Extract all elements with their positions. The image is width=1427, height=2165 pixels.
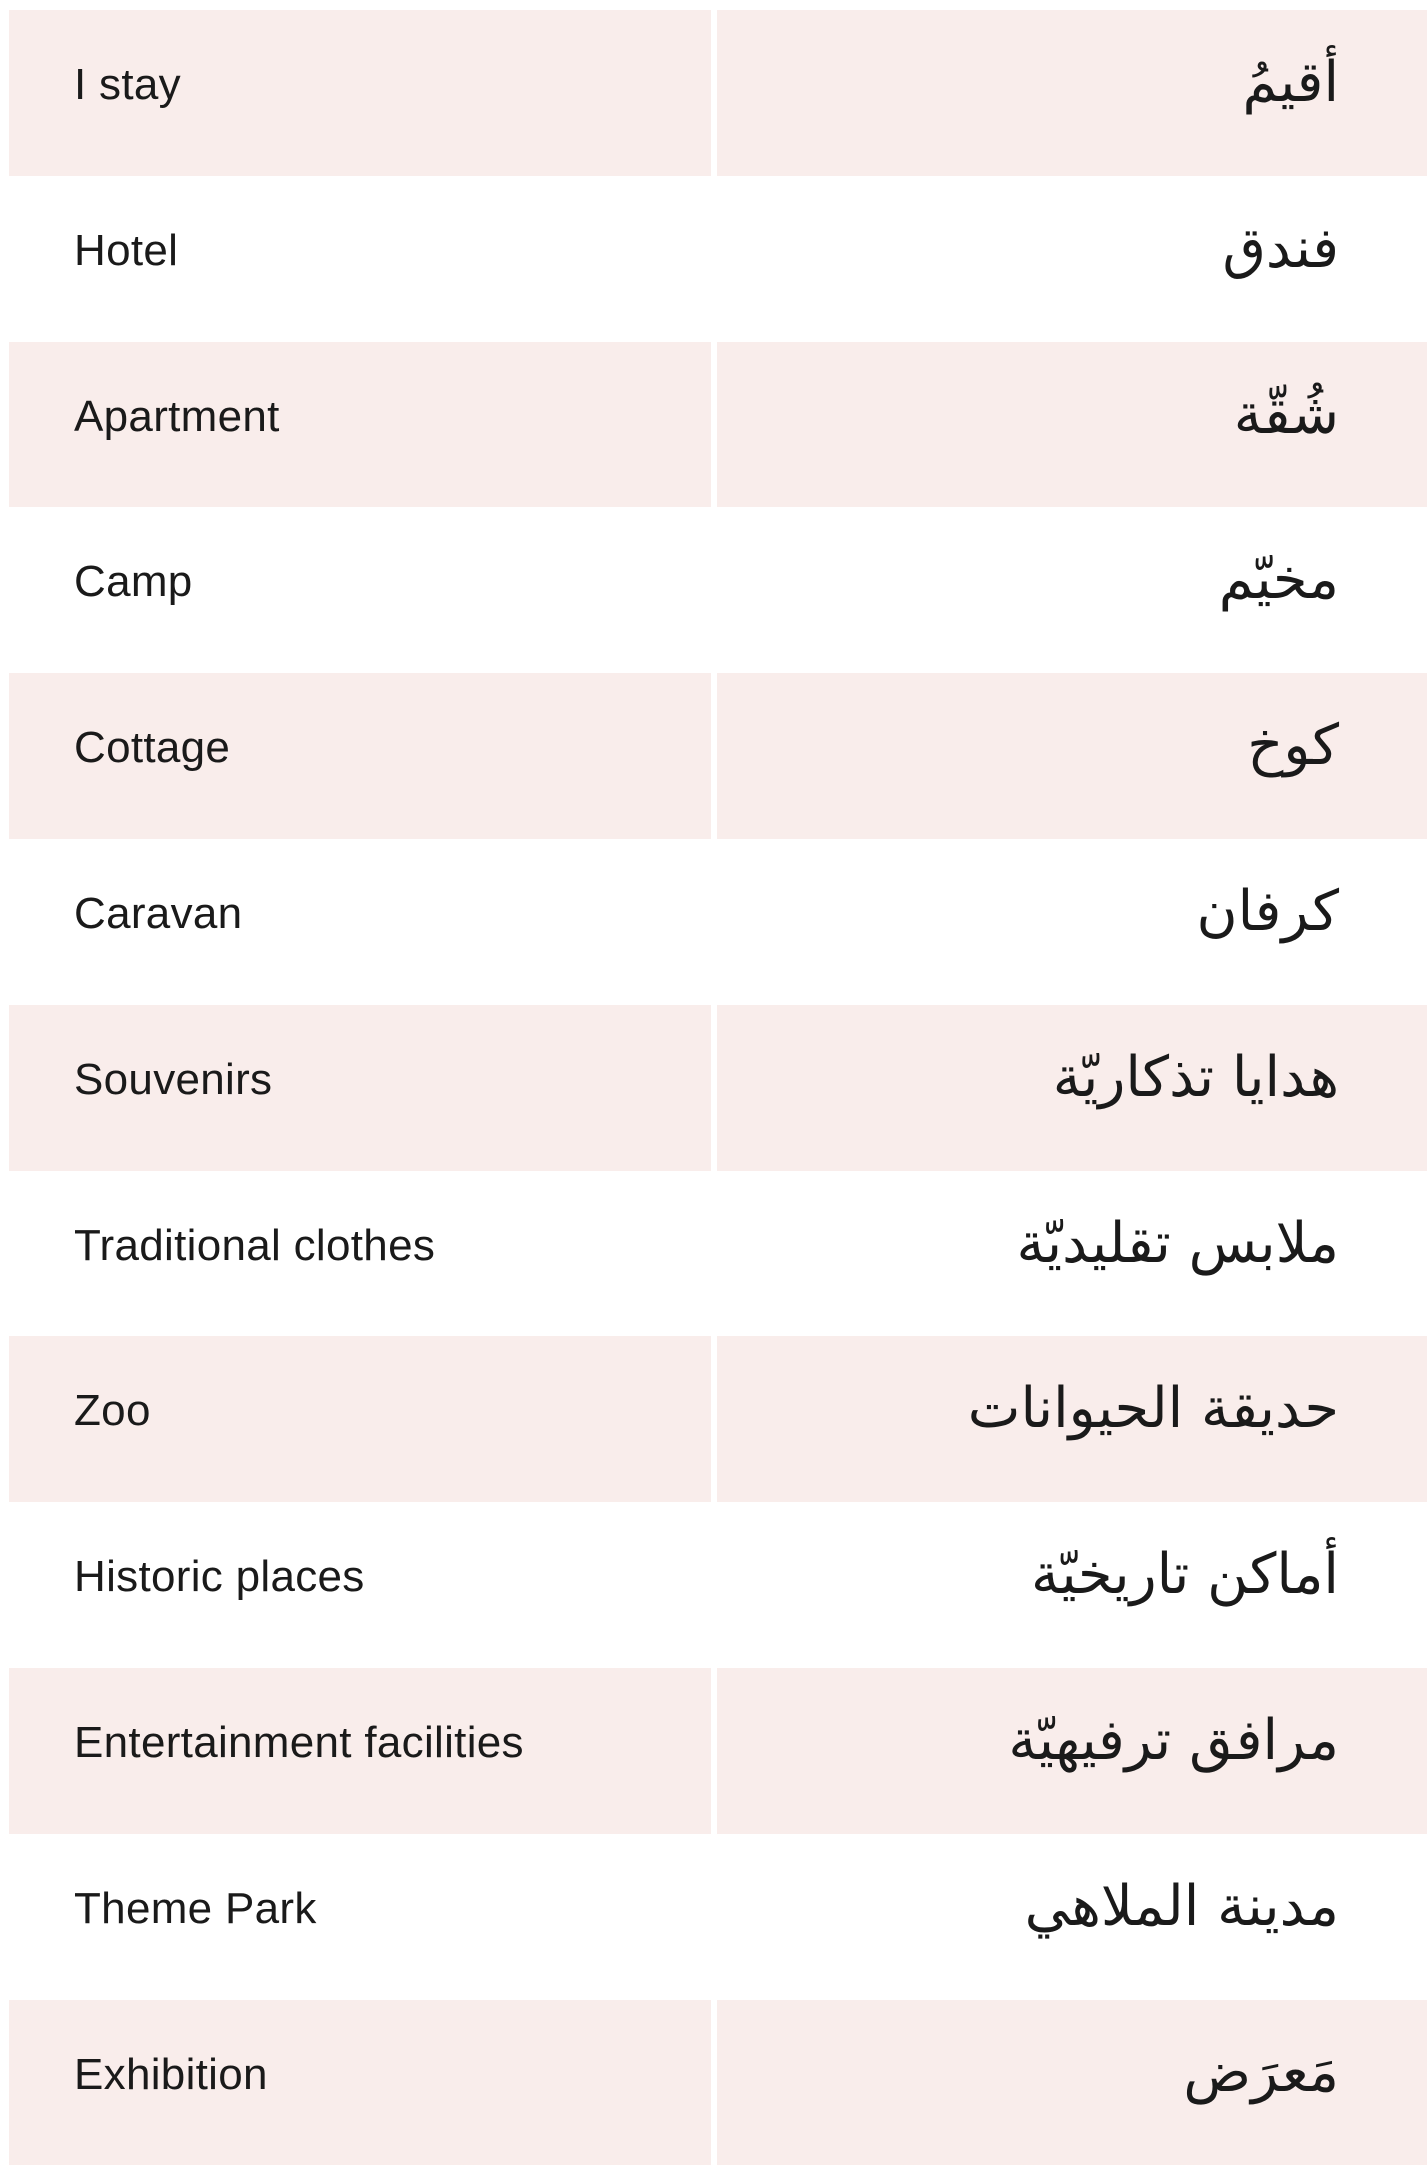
english-term: Hotel [74, 225, 179, 275]
arabic-term: مخيّم [1218, 547, 1339, 613]
table-row [0, 2000, 1427, 2165]
table-row [0, 1834, 1427, 2000]
table-row [0, 176, 1427, 342]
table-row [0, 1668, 1427, 1834]
table-row [0, 1502, 1427, 1668]
table-row [0, 1005, 1427, 1171]
english-term: Souvenirs [74, 1054, 273, 1104]
english-term: Camp [74, 557, 193, 607]
arabic-term: مَعرَض [1183, 2039, 1339, 2105]
english-term: Cottage [74, 723, 231, 773]
table-row [0, 1336, 1427, 1502]
table-row [0, 673, 1427, 839]
table-row [0, 10, 1427, 176]
arabic-term: مرافق ترفيهيّة [1008, 1707, 1339, 1773]
english-term: Historic places [74, 1552, 365, 1602]
arabic-term: كرفان [1196, 878, 1339, 944]
english-term: Theme Park [74, 1883, 317, 1933]
english-term: Apartment [74, 391, 280, 441]
arabic-term: ملابس تقليديّة [1016, 1210, 1339, 1276]
arabic-term: كوخ [1247, 713, 1339, 779]
english-term: I stay [74, 60, 181, 109]
vocabulary-table [0, 10, 1427, 2165]
arabic-term: أقيمُ [1242, 50, 1339, 115]
english-term: Entertainment facilities [74, 1717, 524, 1767]
arabic-term: هدايا تذكاريّة [1052, 1044, 1339, 1110]
table-row [0, 839, 1427, 1005]
english-term: Traditional clothes [74, 1220, 436, 1270]
table-row [0, 1171, 1427, 1337]
table-row [0, 507, 1427, 673]
english-term: Exhibition [74, 2049, 268, 2099]
arabic-term: أماكن تاريخيّة [1030, 1542, 1339, 1608]
arabic-term: مدينة الملاهي [1024, 1873, 1339, 1939]
english-term: Caravan [74, 888, 243, 938]
table-row [0, 342, 1427, 508]
arabic-term: حديقة الحيوانات [967, 1376, 1339, 1442]
arabic-term: فندق [1222, 215, 1339, 281]
english-term: Zoo [74, 1386, 151, 1436]
arabic-term: شُقّة [1233, 381, 1339, 447]
